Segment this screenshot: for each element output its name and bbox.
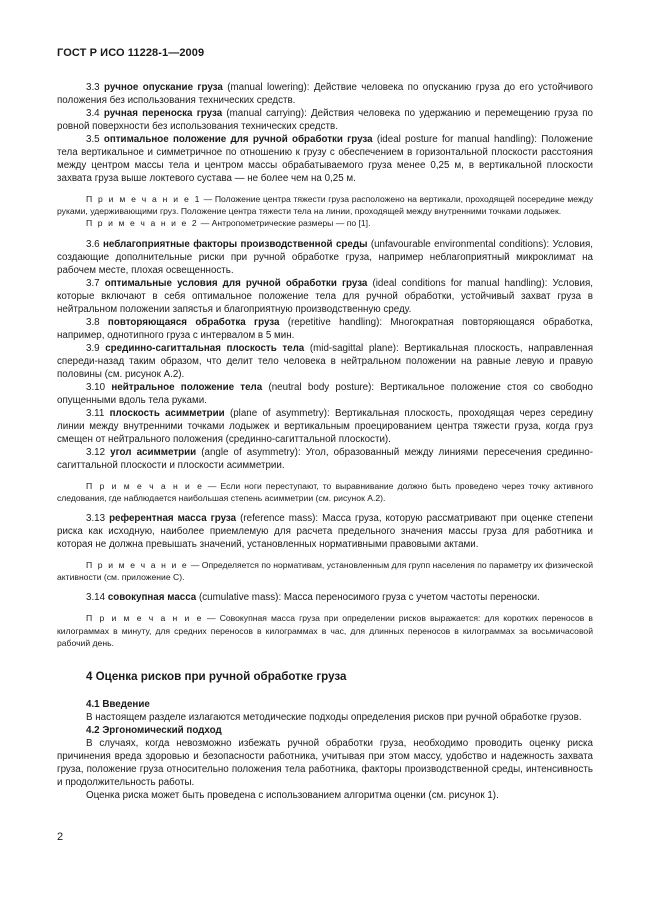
- term: неблагоприятные факторы производственной среды: [103, 238, 368, 250]
- term: нейтральное положение тела: [111, 381, 263, 393]
- definition-3-12: 3.12 угол асимметрии (angle of asymmetry): Угол, образованный между линиями пересечения срединно-сагиттальной плоскости и плоскости асимметрии.: [57, 446, 593, 471]
- definition-3-14: 3.14 совокупная масса (cumulative mass): Масса переносимого груза с учетом частоты переноски.: [86, 592, 540, 604]
- standard-header: ГОСТ Р ИСО 11228-1—2009: [57, 47, 205, 59]
- definition-3-6: 3.6 неблагоприятные факторы производственной среды (unfavourable environmental conditions): Условия, создающие дополнительные риски при ручной обработке груза, например неблагоприятный микроклимат на рабочем месте, плохая освещенность.: [57, 238, 593, 276]
- term: повторяющаяся обработка груза: [107, 316, 280, 328]
- subsection-4-1-text: В настоящем разделе излагаются методические подходы определения рисков при ручной обработке грузов.: [86, 712, 582, 724]
- note-3-12: П р и м е ч а н и е — Если ноги переступают, то выравнивание должно быть проведено через точку активного следования, где наблюдается наибольшая степень асимметрии (см. рисунок А.2).: [57, 480, 594, 503]
- definition-3-11: 3.11 плоскость асимметрии (plane of asymmetry): Вертикальная плоскость, проходящая через середину линии между внутренними точками лодыжек и вертикальным проецированием центра тяжести груза, когда груз смещен от нейтрального положения (срединно-сагиттальной плоскости).: [57, 407, 593, 445]
- term: ручная переноска груза: [103, 108, 223, 119]
- definition-3-10: 3.10 нейтральное положение тела (neutral body posture): Вертикальное положение стоя со свободно опущенными вдоль тела руками.: [57, 381, 593, 406]
- definition-3-13: 3.13 референтная масса груза (reference mass): Масса груза, которую рассматривают при оценке степени риска как исходную, наиболее приемлемую для расчета предельного значения массы груза для работника и которая не должна превышать значений, установленных нормативными правовыми актами.: [57, 513, 593, 551]
- subsection-4-2-title: 4.2 Эргономический подход: [86, 725, 222, 737]
- document-body: [57, 81, 593, 802]
- section-4-title: 4 Оценка рисков при ручной обработке груза: [86, 670, 347, 684]
- subsection-4-2-text: В случаях, когда невозможно избежать ручной обработки груза, необходимо проводить оценку риска причинения вреда здоровью и безопасности работника, учитывая при этом массу, удобство и надежность захвата груза, положение груза относительно положения тела работника, факторы производственной среды, интенсивность и продолжительность работы.: [57, 738, 593, 789]
- term: ручное опускание груза: [104, 82, 223, 93]
- term: плоскость асимметрии: [109, 407, 225, 419]
- definition-3-9: 3.9 срединно-сагиттальная плоскость тела (mid-sagittal plane): Вертикальная плоскость, направленная спереди-назад таким образом, что делит тело человека в нейтральном положении на равные левую и правую половины (см. рисунок А.2).: [57, 342, 593, 380]
- definition-3-4: 3.4 ручная переноска груза (manual carrying): Действия человека по удержанию и перемещению груза по ровной поверхности без использования технических средств.: [57, 108, 593, 132]
- definition-3-3: 3.3 ручное опускание груза (manual lowering): Действие человека по опусканию груза до его устойчивого положения без использования технических средств.: [57, 82, 593, 106]
- note-3-14: П р и м е ч а н и е — Совокупная масса груза при определении рисков выражается: для коротких переносов в килограммах в минуту, для средних переносов в килограммах в час, для длинных переносов в килограммах за восьмичасовой рабочий день.: [57, 613, 593, 648]
- term: оптимальные условия для ручной обработки груза: [104, 277, 368, 289]
- term: референтная масса груза: [109, 513, 237, 525]
- term: оптимальное положение для ручной обработки груза: [103, 134, 373, 145]
- note-3-5-2: П р и м е ч а н и е 2 — Антропометрические размеры — по [1].: [86, 218, 371, 229]
- definition-3-8: 3.8 повторяющаяся обработка груза (repetitive handling): Многократная повторяющаяся обработка, например, однотипного груза с интервалом в 5 мин.: [57, 316, 593, 341]
- term: срединно-сагиттальная плоскость тела: [105, 342, 305, 354]
- subsection-4-1-title: 4.1 Введение: [86, 699, 150, 711]
- page-number: 2: [57, 831, 64, 843]
- note-3-5-1: П р и м е ч а н и е 1 — Положение центра тяжести груза расположено на вертикали, проходящей посередине между руками, удерживающими груз. Положение центра тяжести тела на линии, проходящей между внутренними точками лодыжек.: [57, 194, 593, 217]
- term: совокупная масса: [107, 592, 197, 604]
- definition-3-5: 3.5 оптимальное положение для ручной обработки груза (ideal posture for manual handling): Положение тела вертикальное и симметричное по отношению к грузу с обеспечением в горизонтальной плоскости расстояния между центром массы тела и центром массы обрабатываемого груза менее 0,25 м, в вертикальной плоскости захвата груза выше локтевого сустава — не более чем на 0,25 м.: [57, 134, 593, 184]
- definition-3-7: 3.7 оптимальные условия для ручной обработки груза (ideal conditions for manual handling): Условия, которые включают в себя оптимальное положение тела для ручной обработки, устойчивый захват груза в нейтральном положении запястья и благоприятную производственную среду.: [57, 277, 593, 315]
- term: угол асимметрии: [110, 446, 197, 458]
- note-3-13: П р и м е ч а н и е — Определяется по нормативам, установленным для групп населения по параметру их физической активности (см. приложение С).: [57, 560, 594, 583]
- subsection-4-2-text-2: Оценка риска может быть проведена с использованием алгоритма оценки (см. рисунок 1).: [86, 790, 499, 802]
